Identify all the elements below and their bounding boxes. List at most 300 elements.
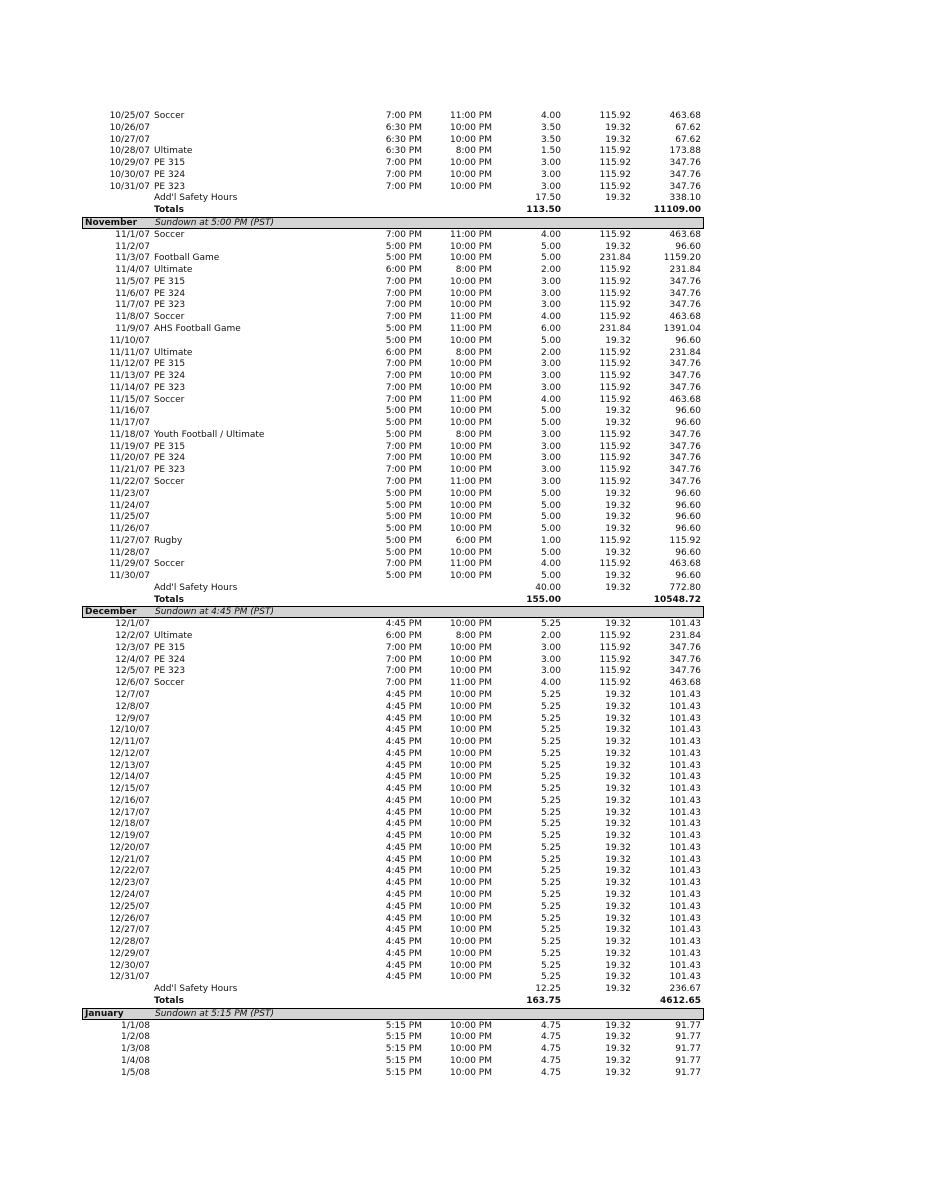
table-row (82, 819, 704, 831)
table-row (82, 536, 704, 548)
amount-cell: 67.62 (675, 134, 701, 145)
table-row (82, 465, 704, 477)
rate-cell: 19.32 (605, 866, 631, 877)
rate-cell: 19.32 (605, 984, 631, 995)
amount-cell: 101.43 (669, 748, 701, 759)
hours-cell: 5.25 (540, 937, 561, 948)
hours-cell: 5.25 (540, 866, 561, 877)
table-row (82, 253, 704, 265)
start-time-cell: 7:00 PM (385, 642, 422, 653)
event-cell: PE 315 (154, 441, 186, 452)
event-cell: PE 315 (154, 359, 186, 370)
rate-cell: 19.32 (605, 890, 631, 900)
end-time-cell: 10:00 PM (450, 359, 492, 370)
table-row (82, 158, 704, 170)
end-time-cell: 10:00 PM (450, 913, 492, 924)
date-cell: 11/25/07 (109, 512, 150, 523)
hours-cell: 4.00 (540, 559, 561, 570)
total-amount-cell: 10548.72 (653, 594, 701, 605)
amount-cell: 115.92 (669, 535, 701, 546)
rate-cell: 19.32 (605, 241, 631, 252)
date-cell: 1/5/08 (121, 1067, 150, 1078)
date-cell: 11/24/07 (109, 500, 150, 511)
start-time-cell: 4:45 PM (385, 819, 422, 830)
date-cell: 12/9/07 (115, 713, 150, 724)
date-cell: 1/3/08 (121, 1044, 150, 1055)
amount-cell: 338.10 (669, 193, 701, 204)
end-time-cell: 10:00 PM (450, 878, 492, 889)
hours-cell: 5.00 (540, 524, 561, 535)
rate-cell: 19.32 (605, 784, 631, 795)
end-time-cell: 11:00 PM (450, 678, 492, 689)
end-time-cell: 10:00 PM (450, 666, 492, 677)
hours-cell: 5.25 (540, 701, 561, 712)
hours-cell: 5.00 (540, 512, 561, 523)
hours-cell: 4.75 (540, 1044, 561, 1055)
hours-cell: 2.00 (540, 631, 561, 642)
table-row (82, 300, 704, 312)
event-cell: PE 324 (154, 371, 186, 382)
event-cell: Football Game (154, 253, 220, 264)
table-row (82, 878, 704, 890)
date-cell: 12/21/07 (109, 854, 150, 865)
hours-cell: 3.00 (540, 453, 561, 464)
event-cell: PE 324 (154, 654, 186, 665)
rate-cell: 19.32 (605, 737, 631, 748)
start-time-cell: 4:45 PM (385, 890, 422, 900)
end-time-cell: 10:00 PM (450, 854, 492, 865)
table-row (82, 666, 704, 678)
amount-cell: 101.43 (669, 737, 701, 748)
hours-cell: 1.50 (540, 146, 561, 157)
end-time-cell: 11:00 PM (450, 394, 492, 405)
hours-cell: 3.50 (540, 134, 561, 145)
start-time-cell: 7:00 PM (385, 312, 422, 323)
end-time-cell: 10:00 PM (450, 654, 492, 665)
rate-cell: 19.32 (605, 512, 631, 523)
amount-cell: 101.43 (669, 819, 701, 830)
amount-cell: 101.43 (669, 795, 701, 806)
rate-cell: 19.32 (605, 406, 631, 417)
start-time-cell: 4:45 PM (385, 619, 422, 630)
amount-cell: 347.76 (669, 654, 701, 665)
start-time-cell: 4:45 PM (385, 948, 422, 959)
table-row (82, 111, 704, 123)
rate-cell: 115.92 (599, 300, 631, 311)
hours-cell: 5.25 (540, 772, 561, 783)
start-time-cell: 4:45 PM (385, 842, 422, 853)
amount-cell: 347.76 (669, 476, 701, 487)
rate-cell: 19.32 (605, 1067, 631, 1078)
month-name: November (85, 217, 138, 228)
rate-cell: 115.92 (599, 276, 631, 287)
hours-cell: 5.25 (540, 948, 561, 959)
table-row (82, 902, 704, 914)
hours-cell: 5.25 (540, 842, 561, 853)
end-time-cell: 10:00 PM (450, 547, 492, 558)
hours-cell: 5.25 (540, 890, 561, 900)
event-cell: PE 323 (154, 666, 186, 677)
date-cell: 12/2/07 (115, 631, 150, 642)
end-time-cell: 10:00 PM (450, 488, 492, 499)
rate-cell: 19.32 (605, 831, 631, 842)
end-time-cell: 10:00 PM (450, 937, 492, 948)
amount-cell: 101.43 (669, 960, 701, 971)
start-time-cell: 5:00 PM (385, 335, 422, 346)
end-time-cell: 10:00 PM (450, 453, 492, 464)
event-cell: PE 315 (154, 642, 186, 653)
event-cell: Youth Football / Ultimate (154, 429, 265, 440)
date-cell: 12/17/07 (109, 807, 150, 818)
amount-cell: 236.67 (669, 984, 701, 995)
end-time-cell: 10:00 PM (450, 1020, 492, 1031)
end-time-cell: 8:00 PM (455, 265, 492, 276)
end-time-cell: 10:00 PM (450, 512, 492, 523)
table-row (82, 772, 704, 784)
start-time-cell: 4:45 PM (385, 937, 422, 948)
event-cell: Soccer (154, 559, 185, 570)
event-cell: PE 323 (154, 181, 186, 192)
hours-cell: 3.00 (540, 300, 561, 311)
amount-cell: 231.84 (669, 347, 701, 358)
safety-hours-label: Add'l Safety Hours (154, 984, 238, 995)
hours-cell: 4.75 (540, 1020, 561, 1031)
total-amount-cell: 4612.65 (660, 995, 701, 1006)
start-time-cell: 4:45 PM (385, 925, 422, 936)
table-row (82, 336, 704, 348)
table-row (82, 619, 704, 631)
rate-cell: 115.92 (599, 559, 631, 570)
amount-cell: 101.43 (669, 878, 701, 889)
hours-cell: 5.25 (540, 619, 561, 630)
end-time-cell: 10:00 PM (450, 1044, 492, 1055)
hours-cell: 5.25 (540, 819, 561, 830)
date-cell: 11/10/07 (109, 335, 150, 346)
safety-hours-row (82, 193, 704, 205)
table-row (82, 182, 704, 194)
start-time-cell: 4:45 PM (385, 960, 422, 971)
table-row (82, 690, 704, 702)
table-row (82, 512, 704, 524)
amount-cell: 347.76 (669, 453, 701, 464)
date-cell: 12/4/07 (115, 654, 150, 665)
end-time-cell: 10:00 PM (450, 819, 492, 830)
safety-hours-row (82, 984, 704, 996)
amount-cell: 101.43 (669, 925, 701, 936)
amount-cell: 173.88 (669, 146, 701, 157)
event-cell: PE 323 (154, 465, 186, 476)
amount-cell: 96.60 (675, 512, 701, 523)
end-time-cell: 10:00 PM (450, 795, 492, 806)
end-time-cell: 8:00 PM (455, 631, 492, 642)
start-time-cell: 6:00 PM (385, 265, 422, 276)
end-time-cell: 6:00 PM (455, 535, 492, 546)
end-time-cell: 8:00 PM (455, 347, 492, 358)
amount-cell: 231.84 (669, 265, 701, 276)
end-time-cell: 10:00 PM (450, 465, 492, 476)
amount-cell: 347.76 (669, 371, 701, 382)
event-cell: PE 324 (154, 288, 186, 299)
date-cell: 11/21/07 (109, 465, 150, 476)
rate-cell: 19.32 (605, 948, 631, 959)
amount-cell: 96.60 (675, 571, 701, 582)
date-cell: 12/27/07 (109, 925, 150, 936)
table-row (82, 972, 704, 984)
table-row (82, 406, 704, 418)
table-row (82, 714, 704, 726)
table-row (82, 831, 704, 843)
end-time-cell: 11:00 PM (450, 324, 492, 335)
amount-cell: 101.43 (669, 948, 701, 959)
start-time-cell: 4:45 PM (385, 737, 422, 748)
date-cell: 12/10/07 (109, 725, 150, 736)
rate-cell: 115.92 (599, 359, 631, 370)
end-time-cell: 10:00 PM (450, 807, 492, 818)
table-row (82, 571, 704, 583)
end-time-cell: 10:00 PM (450, 382, 492, 393)
date-cell: 10/28/07 (109, 146, 150, 157)
date-cell: 12/29/07 (109, 948, 150, 959)
amount-cell: 101.43 (669, 807, 701, 818)
event-cell: Soccer (154, 312, 185, 323)
hours-cell: 5.00 (540, 253, 561, 264)
end-time-cell: 10:00 PM (450, 713, 492, 724)
start-time-cell: 5:00 PM (385, 524, 422, 535)
table-row (82, 501, 704, 513)
hours-cell: 3.00 (540, 666, 561, 677)
hours-cell: 5.25 (540, 925, 561, 936)
hours-cell: 3.00 (540, 382, 561, 393)
start-time-cell: 4:45 PM (385, 913, 422, 924)
amount-cell: 347.76 (669, 666, 701, 677)
event-cell: Soccer (154, 394, 185, 405)
end-time-cell: 10:00 PM (450, 418, 492, 429)
amount-cell: 91.77 (675, 1055, 701, 1066)
rate-cell: 19.32 (605, 1032, 631, 1043)
amount-cell: 96.60 (675, 500, 701, 511)
event-cell: Ultimate (154, 347, 193, 358)
month-name: December (85, 607, 137, 618)
end-time-cell: 10:00 PM (450, 925, 492, 936)
date-cell: 11/30/07 (109, 571, 150, 582)
rate-cell: 19.32 (605, 488, 631, 499)
rate-cell: 115.92 (599, 453, 631, 464)
table-row (82, 371, 704, 383)
start-time-cell: 4:45 PM (385, 760, 422, 771)
date-cell: 12/12/07 (109, 748, 150, 759)
date-cell: 12/5/07 (115, 666, 150, 677)
start-time-cell: 5:15 PM (385, 1020, 422, 1031)
start-time-cell: 5:00 PM (385, 571, 422, 582)
date-cell: 10/29/07 (109, 158, 150, 169)
sundown-note: Sundown at 4:45 PM (PST) (155, 607, 274, 618)
rate-cell: 19.32 (605, 913, 631, 924)
end-time-cell: 10:00 PM (450, 725, 492, 736)
end-time-cell: 10:00 PM (450, 1055, 492, 1066)
date-cell: 11/8/07 (115, 312, 150, 323)
start-time-cell: 7:00 PM (385, 229, 422, 240)
date-cell: 11/17/07 (109, 418, 150, 429)
amount-cell: 1391.04 (663, 324, 701, 335)
amount-cell: 463.68 (669, 229, 701, 240)
start-time-cell: 6:30 PM (385, 122, 422, 133)
start-time-cell: 7:00 PM (385, 678, 422, 689)
hours-cell: 5.25 (540, 689, 561, 700)
hours-cell: 3.00 (540, 181, 561, 192)
event-cell: Soccer (154, 678, 185, 689)
end-time-cell: 10:00 PM (450, 972, 492, 983)
hours-cell: 4.00 (540, 312, 561, 323)
rate-cell: 115.92 (599, 535, 631, 546)
rate-cell: 19.32 (605, 748, 631, 759)
end-time-cell: 10:00 PM (450, 406, 492, 417)
date-cell: 12/13/07 (109, 760, 150, 771)
start-time-cell: 4:45 PM (385, 901, 422, 912)
date-cell: 12/18/07 (109, 819, 150, 830)
amount-cell: 67.62 (675, 122, 701, 133)
table-row (82, 737, 704, 749)
start-time-cell: 4:45 PM (385, 748, 422, 759)
end-time-cell: 10:00 PM (450, 253, 492, 264)
amount-cell: 463.68 (669, 111, 701, 121)
end-time-cell: 10:00 PM (450, 335, 492, 346)
schedule-sheet (82, 111, 704, 1079)
amount-cell: 347.76 (669, 181, 701, 192)
hours-cell: 3.00 (540, 371, 561, 382)
table-row (82, 312, 704, 324)
amount-cell: 347.76 (669, 288, 701, 299)
hours-cell: 3.00 (540, 288, 561, 299)
table-row (82, 559, 704, 571)
hours-cell: 3.00 (540, 642, 561, 653)
start-time-cell: 5:15 PM (385, 1032, 422, 1043)
rate-cell: 19.32 (605, 842, 631, 853)
table-row (82, 784, 704, 796)
end-time-cell: 10:00 PM (450, 122, 492, 133)
end-time-cell: 10:00 PM (450, 689, 492, 700)
date-cell: 11/16/07 (109, 406, 150, 417)
date-cell: 12/24/07 (109, 890, 150, 900)
date-cell: 11/14/07 (109, 382, 150, 393)
hours-cell: 5.25 (540, 913, 561, 924)
total-hours-cell: 113.50 (526, 205, 561, 216)
table-row (82, 524, 704, 536)
hours-cell: 40.00 (535, 582, 561, 593)
event-cell: Soccer (154, 229, 185, 240)
date-cell: 12/7/07 (115, 689, 150, 700)
rate-cell: 19.32 (605, 571, 631, 582)
end-time-cell: 10:00 PM (450, 701, 492, 712)
table-row (82, 949, 704, 961)
start-time-cell: 7:00 PM (385, 169, 422, 180)
table-row (82, 289, 704, 301)
date-cell: 11/1/07 (115, 229, 150, 240)
rate-cell: 115.92 (599, 465, 631, 476)
start-time-cell: 4:45 PM (385, 807, 422, 818)
hours-cell: 5.00 (540, 500, 561, 511)
amount-cell: 101.43 (669, 854, 701, 865)
rate-cell: 115.92 (599, 229, 631, 240)
start-time-cell: 7:00 PM (385, 288, 422, 299)
event-cell: Soccer (154, 476, 185, 487)
table-row (82, 146, 704, 158)
hours-cell: 3.00 (540, 359, 561, 370)
start-time-cell: 4:45 PM (385, 854, 422, 865)
hours-cell: 17.50 (535, 193, 561, 204)
rate-cell: 115.92 (599, 288, 631, 299)
date-cell: 1/2/08 (121, 1032, 150, 1043)
start-time-cell: 6:00 PM (385, 347, 422, 358)
hours-cell: 5.00 (540, 335, 561, 346)
event-cell: Ultimate (154, 631, 193, 642)
amount-cell: 91.77 (675, 1044, 701, 1055)
hours-cell: 4.00 (540, 678, 561, 689)
date-cell: 12/16/07 (109, 795, 150, 806)
hours-cell: 1.00 (540, 535, 561, 546)
table-row (82, 324, 704, 336)
end-time-cell: 8:00 PM (455, 146, 492, 157)
hours-cell: 3.00 (540, 158, 561, 169)
table-row (82, 395, 704, 407)
event-cell: Ultimate (154, 146, 193, 157)
amount-cell: 347.76 (669, 441, 701, 452)
end-time-cell: 10:00 PM (450, 288, 492, 299)
start-time-cell: 7:00 PM (385, 476, 422, 487)
amount-cell: 463.68 (669, 678, 701, 689)
start-time-cell: 4:45 PM (385, 725, 422, 736)
total-hours-cell: 163.75 (526, 995, 561, 1006)
table-row (82, 1044, 704, 1056)
start-time-cell: 6:00 PM (385, 631, 422, 642)
amount-cell: 347.76 (669, 300, 701, 311)
start-time-cell: 7:00 PM (385, 394, 422, 405)
month-header (82, 1008, 704, 1020)
hours-cell: 3.00 (540, 429, 561, 440)
rate-cell: 19.32 (605, 937, 631, 948)
event-cell: PE 315 (154, 276, 186, 287)
end-time-cell: 10:00 PM (450, 842, 492, 853)
end-time-cell: 10:00 PM (450, 1032, 492, 1043)
start-time-cell: 4:45 PM (385, 713, 422, 724)
month-header (82, 217, 704, 229)
start-time-cell: 5:00 PM (385, 429, 422, 440)
rate-cell: 19.32 (605, 1055, 631, 1066)
rate-cell: 19.32 (605, 335, 631, 346)
rate-cell: 19.32 (605, 725, 631, 736)
amount-cell: 1159.20 (663, 253, 701, 264)
end-time-cell: 11:00 PM (450, 229, 492, 240)
start-time-cell: 6:30 PM (385, 134, 422, 145)
event-cell: PE 324 (154, 453, 186, 464)
end-time-cell: 10:00 PM (450, 169, 492, 180)
hours-cell: 5.00 (540, 547, 561, 558)
hours-cell: 3.00 (540, 654, 561, 665)
table-row (82, 135, 704, 147)
event-cell: PE 315 (154, 158, 186, 169)
event-cell: PE 323 (154, 382, 186, 393)
amount-cell: 463.68 (669, 312, 701, 323)
hours-cell: 3.00 (540, 441, 561, 452)
rate-cell: 115.92 (599, 394, 631, 405)
hours-cell: 12.25 (535, 984, 561, 995)
amount-cell: 101.43 (669, 760, 701, 771)
hours-cell: 5.00 (540, 488, 561, 499)
end-time-cell: 10:00 PM (450, 276, 492, 287)
event-cell: Soccer (154, 111, 185, 121)
event-cell: Ultimate (154, 265, 193, 276)
amount-cell: 101.43 (669, 713, 701, 724)
rate-cell: 19.32 (605, 619, 631, 630)
